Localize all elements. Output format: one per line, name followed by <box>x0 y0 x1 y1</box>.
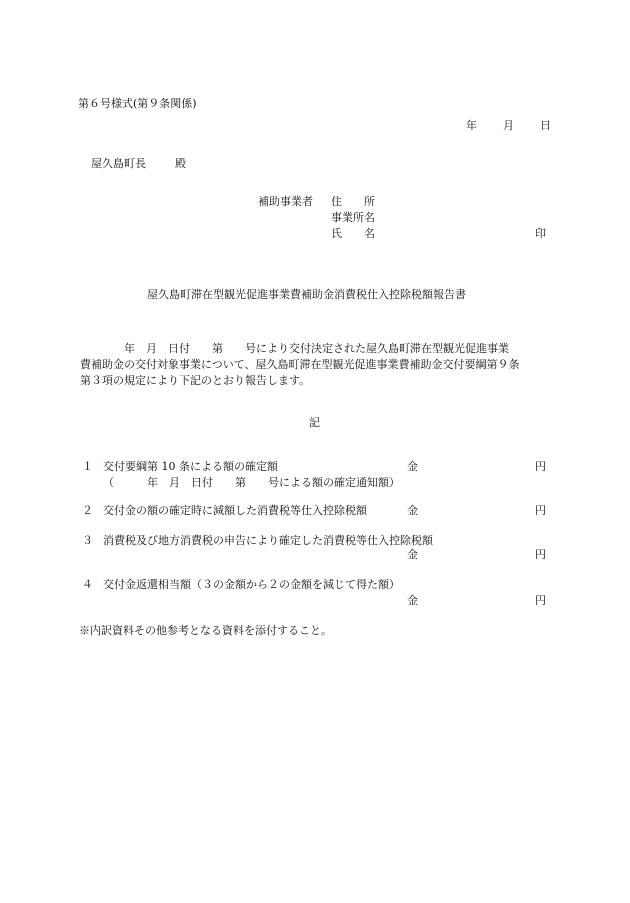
item-1-label: 交付要綱第 10 条による額の確定額 <box>103 460 278 473</box>
date-year-label: 年 <box>466 119 477 132</box>
person-name-label: 氏 名 <box>331 227 375 240</box>
item-4-unit: 円 <box>535 594 546 607</box>
item-2-label: 交付金の額の確定時に減額した消費税等仕入控除税額 <box>103 504 367 517</box>
ki-heading: 記 <box>309 416 320 429</box>
item-3-currency: 金 <box>407 548 418 561</box>
address-label: 住 所 <box>331 195 375 208</box>
applicant-label: 補助事業者 <box>258 195 313 208</box>
item-2-number: ２ <box>82 504 93 517</box>
item-1-number: １ <box>82 460 93 473</box>
body-line-3: 第３項の規定により下記のとおり報告します。 <box>80 374 311 387</box>
document-title: 屋久島町滞在型観光促進事業費補助金消費税仕入控除税額報告書 <box>147 288 466 301</box>
body-line-1: 年 月 日付 第 号により交付決定された屋久島町滞在型観光促進事業 <box>80 342 509 355</box>
item-2-unit: 円 <box>535 504 546 517</box>
item-1-currency: 金 <box>407 460 418 473</box>
date-month-label: 月 <box>503 119 514 132</box>
office-name-label: 事業所名 <box>331 211 375 224</box>
item-2-currency: 金 <box>407 504 418 517</box>
item-4-currency: 金 <box>407 594 418 607</box>
form-number: 第６号様式(第９条関係) <box>78 97 197 110</box>
item-4-number: ４ <box>82 578 93 591</box>
seal-mark: 印 <box>535 227 546 240</box>
attachment-note: ※内訳資料その他参考となる資料を添付すること。 <box>79 624 332 637</box>
item-3-number: ３ <box>82 534 93 547</box>
item-1-unit: 円 <box>535 460 546 473</box>
date-day-label: 日 <box>540 119 551 132</box>
item-1-sub: （ 年 月 日付 第 号による額の確定通知額） <box>103 476 400 489</box>
addressee-honorific: 殿 <box>175 157 186 170</box>
item-3-unit: 円 <box>535 548 546 561</box>
body-line-2: 費補助金の交付対象事業について、屋久島町滞在型観光促進事業費補助金交付要綱第９条 <box>80 358 520 371</box>
item-3-label: 消費税及び地方消費税の申告により確定した消費税等仕入控除税額 <box>103 534 433 547</box>
item-4-label: 交付金返還相当額（３の金額から２の金額を減じて得た額） <box>103 578 400 591</box>
addressee-name: 屋久島町長 <box>91 157 146 170</box>
